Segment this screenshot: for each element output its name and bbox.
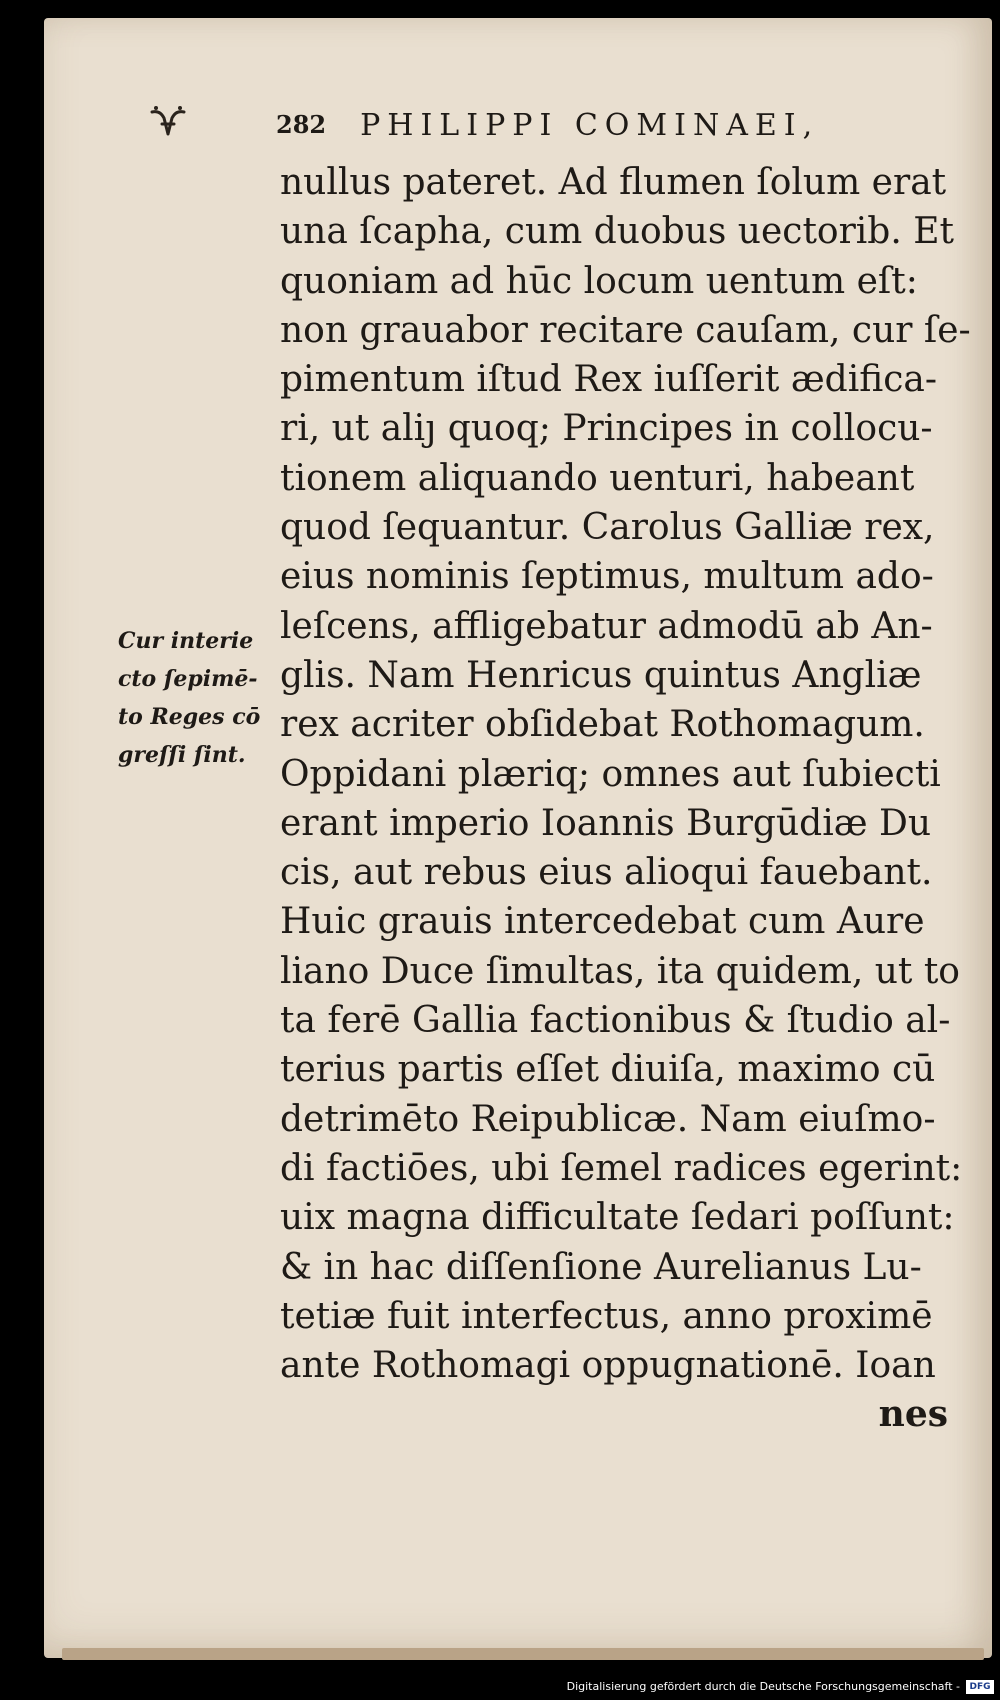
body-text bbox=[280, 158, 971, 1440]
text-line: leſcens, affligebatur admodū ab An- bbox=[280, 605, 933, 647]
text-line: quoniam ad hūc locum uentum eſt: bbox=[280, 260, 918, 302]
text-line: tetiæ fuit interfectus, anno proximē bbox=[280, 1295, 933, 1337]
page-edge bbox=[62, 1648, 984, 1660]
text-line: ta ferē Gallia factionibus & ſtudio al- bbox=[280, 1000, 951, 1042]
running-title: PHILIPPI COMINAEI, bbox=[360, 108, 820, 143]
text-line: una ſcapha, cum duobus uectorib. Et bbox=[280, 211, 954, 253]
text-line: Oppidani plæriq; omnes aut ſubiecti bbox=[280, 753, 941, 795]
printer-ornament-icon bbox=[148, 104, 188, 144]
text-line: erant imperio Ioannis Burgūdiæ Du bbox=[280, 802, 932, 844]
page-number: 282 bbox=[276, 110, 327, 139]
margin-note-line: Cur interie bbox=[118, 628, 254, 654]
text-line: liano Duce ſimultas, ita quidem, ut to bbox=[280, 950, 960, 992]
text-line: nullus pateret. Ad flumen ſolum erat bbox=[280, 162, 947, 203]
text-line: rex acriter obſidebat Rothomagum. bbox=[280, 704, 925, 746]
margin-note-line: to Reges cō bbox=[118, 704, 261, 730]
text-line: tionem aliquando uenturi, habeant bbox=[280, 457, 915, 499]
text-line: uix magna difficultate ſedari poſſunt: bbox=[280, 1197, 955, 1239]
text-line: terius partis eſſet diuiſa, maximo cū bbox=[280, 1049, 936, 1091]
text-line: & in hac diſſenſione Aurelianus Lu- bbox=[280, 1246, 922, 1288]
text-line: ri, ut aliȷ quoq; Principes in collocu- bbox=[280, 408, 933, 450]
text-line: non grauabor recitare cauſam, cur ſe- bbox=[280, 309, 971, 351]
text-line: ante Rothomagi oppugnationē. Ioan bbox=[280, 1345, 936, 1387]
text-line: detrimēto Reipublicæ. Nam eiuſmo- bbox=[280, 1098, 936, 1140]
text-line: eius nominis ſeptimus, multum ado- bbox=[280, 556, 934, 598]
margin-note-line: cto ſepimē- bbox=[118, 666, 258, 692]
digitization-credit: Digitalisierung gefördert durch die Deutsche Forschungsgemeinschaft - bbox=[566, 1680, 960, 1693]
text-line: Huic grauis intercedebat cum Aure bbox=[280, 901, 925, 943]
margin-note-line: greſſi ſint. bbox=[118, 742, 246, 768]
text-line: di factiōes, ubi ſemel radices egerint: bbox=[280, 1147, 963, 1189]
text-line: quod ſequantur. Carolus Galliæ rex, bbox=[280, 507, 935, 549]
margin-note bbox=[118, 622, 278, 774]
running-head bbox=[276, 108, 876, 148]
text-line: glis. Nam Henricus quintus Angliæ bbox=[280, 654, 922, 696]
text-line: cis, aut rebus eius alioqui fauebant. bbox=[280, 852, 933, 894]
dfg-logo: DFG bbox=[966, 1680, 994, 1694]
text-line: pimentum iſtud Rex iuſſerit ædifica- bbox=[280, 359, 938, 401]
catchword: nes bbox=[878, 1393, 948, 1436]
